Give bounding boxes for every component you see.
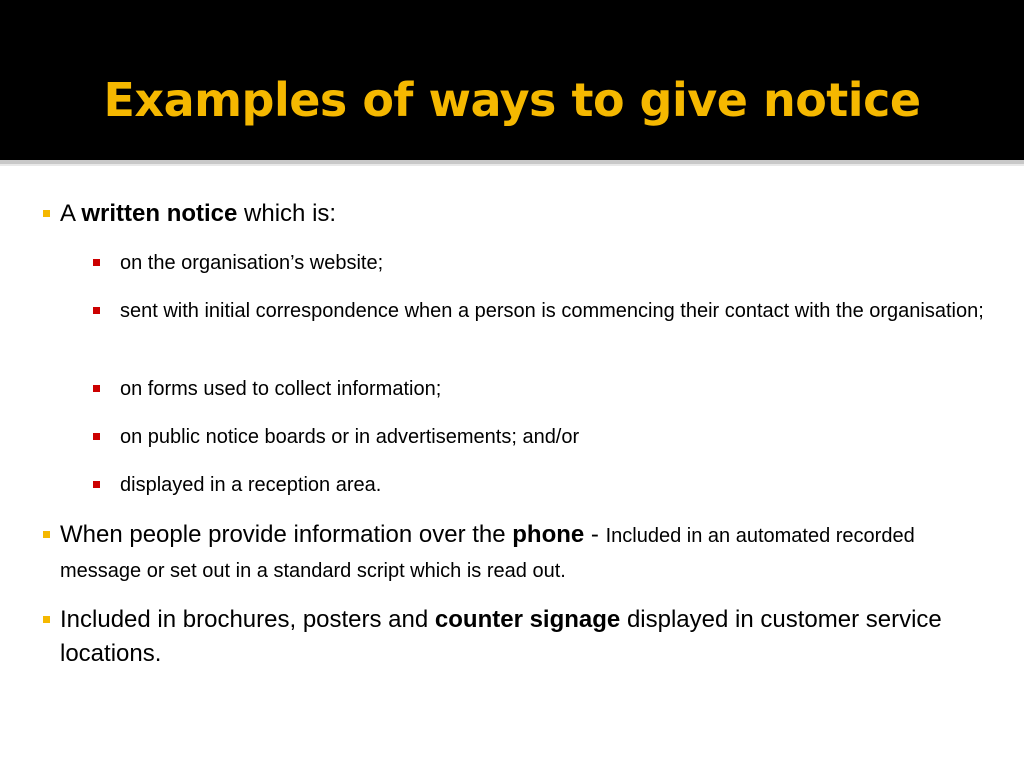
square-bullet-icon bbox=[93, 385, 100, 392]
sub-bullet-notice-boards bbox=[120, 422, 990, 452]
sub-bullet-text: on forms used to collect information; bbox=[120, 378, 442, 400]
square-bullet-icon bbox=[43, 616, 50, 623]
square-bullet-icon bbox=[93, 307, 100, 314]
square-bullet-icon bbox=[43, 531, 50, 538]
bullet-text-prefix: Included in brochures, posters and bbox=[60, 606, 435, 633]
sub-bullet-reception bbox=[120, 470, 990, 500]
square-bullet-icon bbox=[93, 481, 100, 488]
sub-bullet-correspondence bbox=[120, 296, 990, 326]
slide-title: Examples of ways to give notice bbox=[103, 73, 921, 127]
square-bullet-icon bbox=[93, 433, 100, 440]
bullet-written-notice bbox=[60, 197, 960, 231]
sub-bullet-website bbox=[120, 248, 990, 278]
bullet-separator: - bbox=[584, 521, 606, 548]
bullet-text-suffix: which is: bbox=[237, 200, 337, 227]
bullet-text-suffix: Included in an automated recorded message or set out in a standard script which is read out. bbox=[60, 525, 915, 582]
square-bullet-icon bbox=[43, 210, 50, 217]
bullet-phone bbox=[60, 518, 960, 588]
sub-bullet-text: on the organisation’s website; bbox=[120, 252, 384, 274]
bullet-text-prefix: A bbox=[60, 200, 82, 227]
sub-bullet-text: sent with initial correspondence when a person is commencing their contact with the organisation; bbox=[120, 300, 984, 322]
bullet-emphasis: phone bbox=[512, 521, 585, 548]
sub-bullet-text: on public notice boards or in advertisements; and/or bbox=[120, 426, 580, 448]
bullet-text-prefix: When people provide information over the bbox=[60, 521, 513, 548]
sub-bullet-text: displayed in a reception area. bbox=[120, 474, 382, 496]
bullet-text-suffix: displayed in customer service locations. bbox=[60, 606, 942, 667]
square-bullet-icon bbox=[93, 259, 100, 266]
bullet-brochures bbox=[60, 603, 960, 671]
sub-bullet-forms bbox=[120, 374, 990, 404]
bullet-emphasis: counter signage bbox=[434, 606, 621, 633]
bullet-emphasis: written notice bbox=[81, 200, 238, 227]
